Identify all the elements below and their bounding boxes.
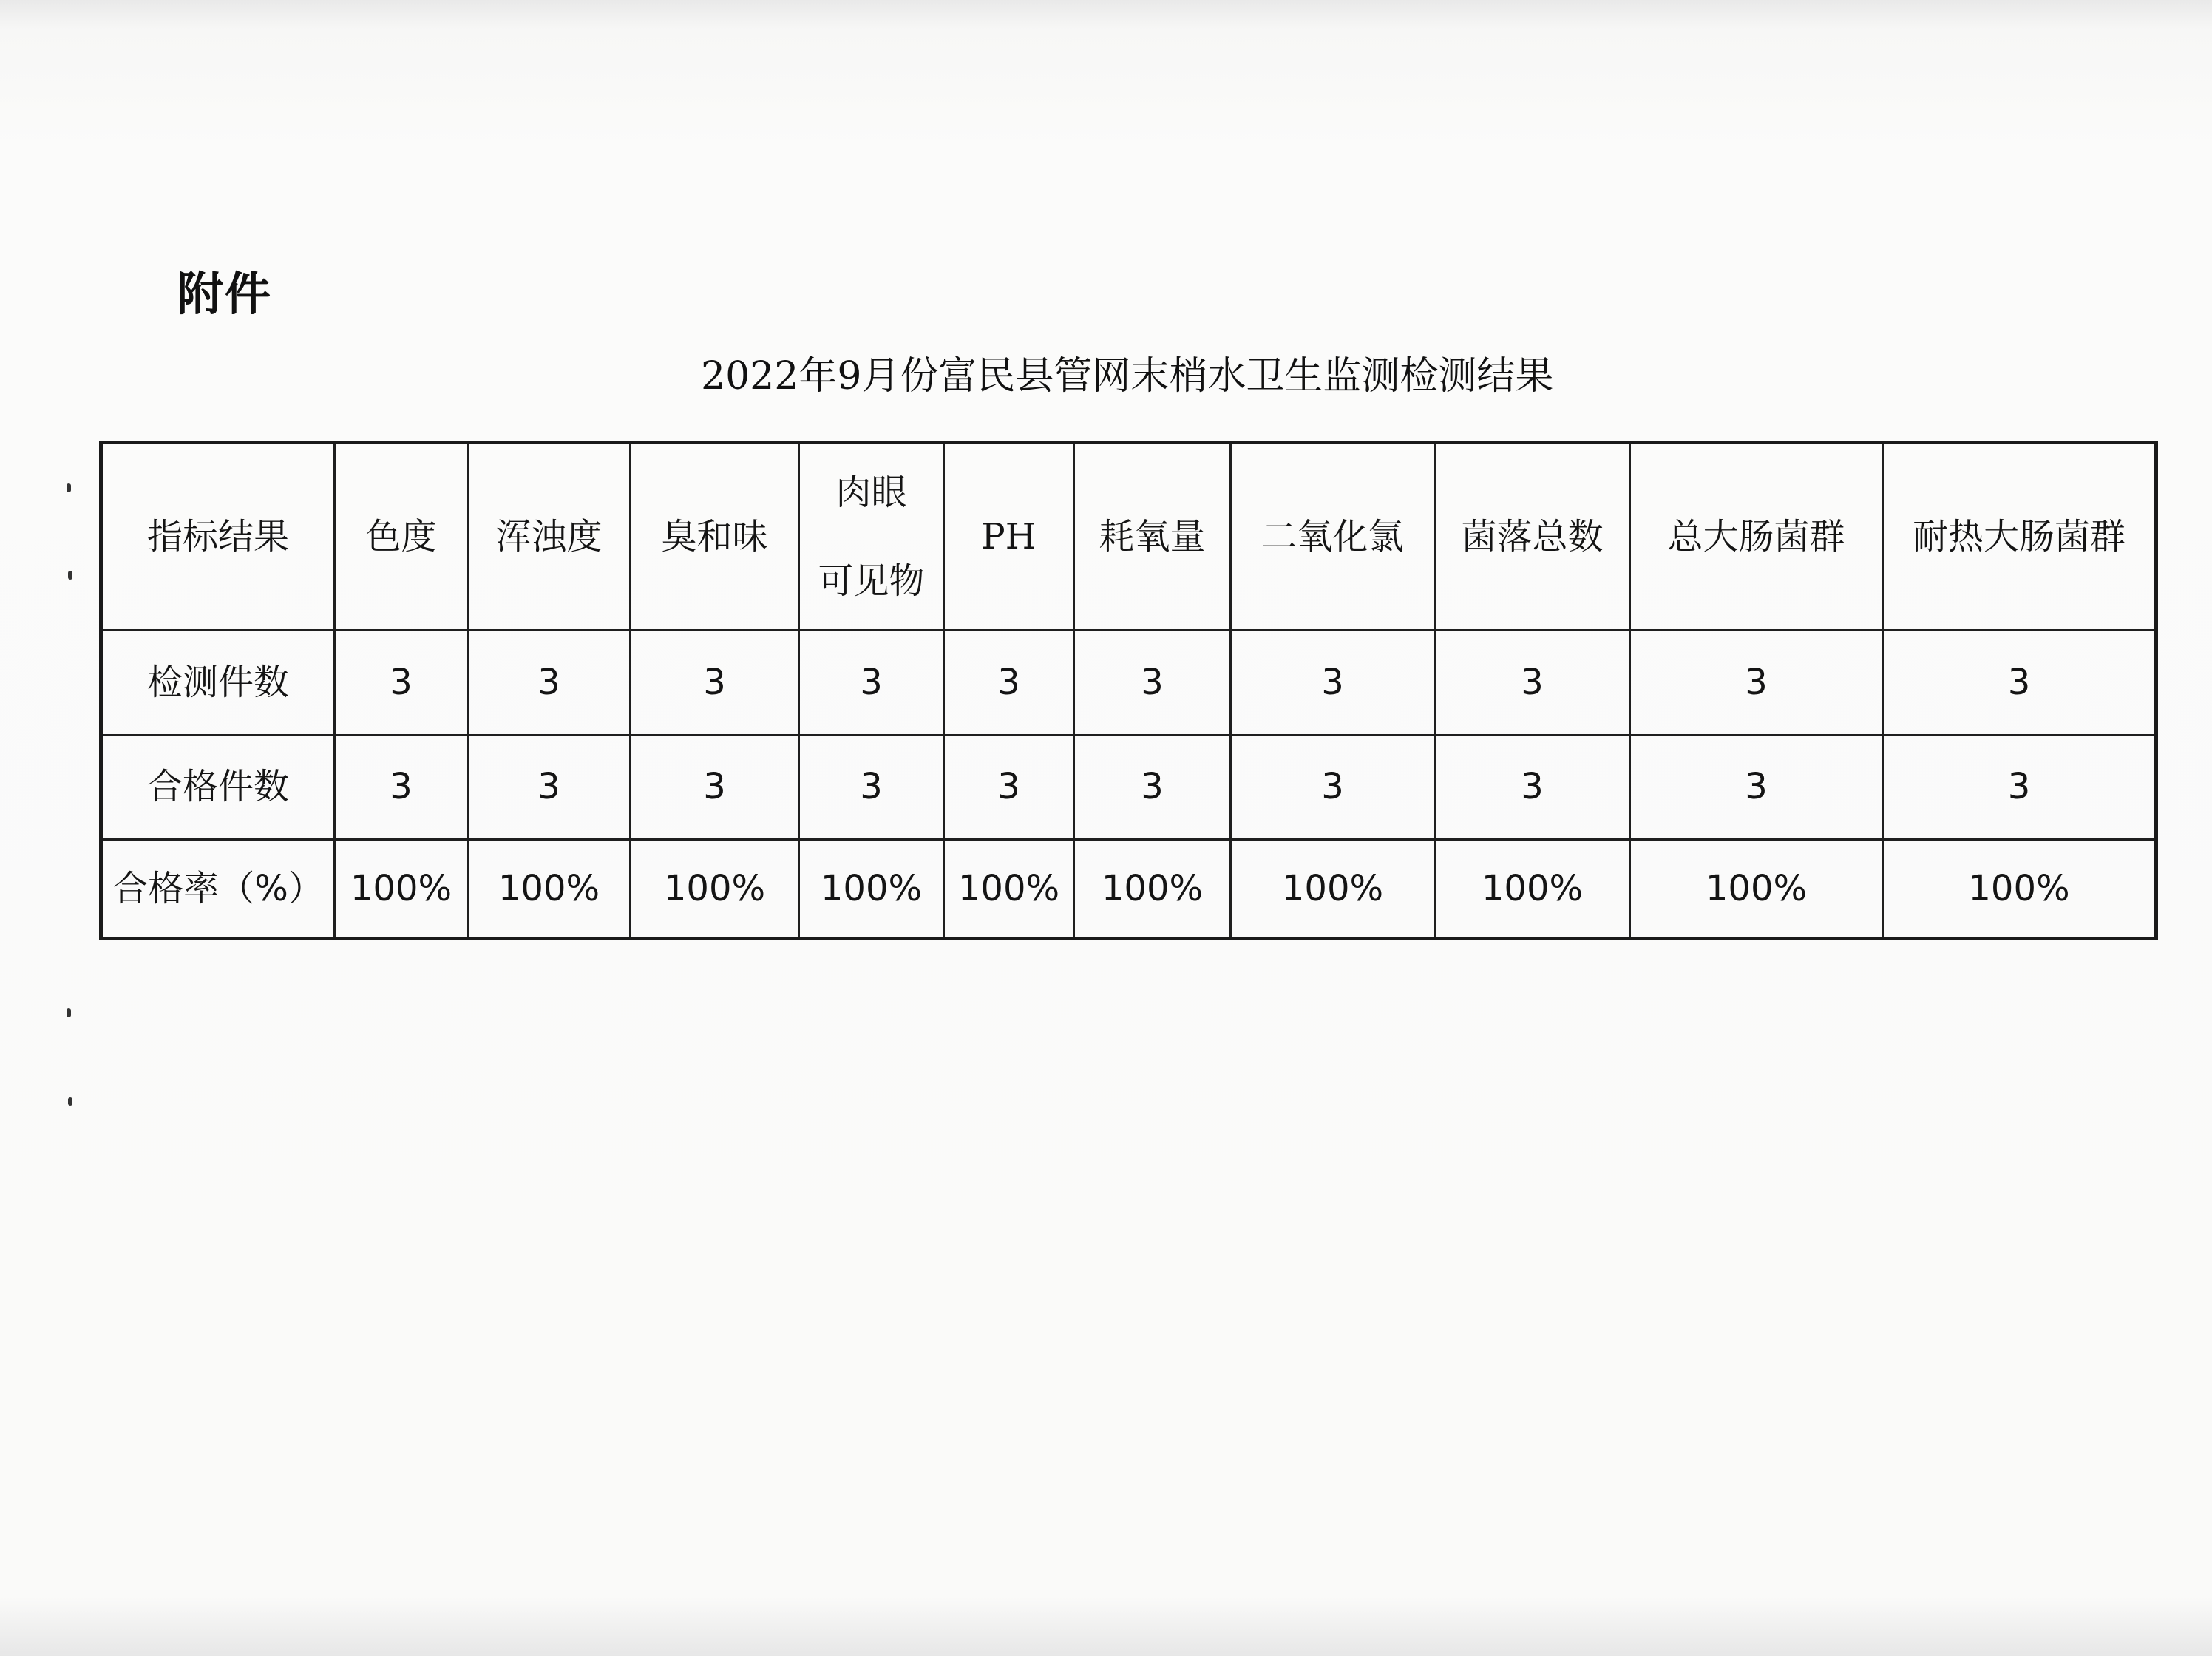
table-cell: 3 xyxy=(468,735,631,839)
table-cell: 3 xyxy=(1074,735,1231,839)
table-cell: 3 xyxy=(1435,735,1630,839)
table-cell: 100% xyxy=(799,839,944,938)
table-cell: 100% xyxy=(1630,839,1883,938)
table-cell: 3 xyxy=(468,631,631,735)
table-cell: 100% xyxy=(468,839,631,938)
table-row xyxy=(101,631,2157,735)
binding-hole-mark xyxy=(68,1097,72,1106)
table-cell: 3 xyxy=(944,735,1074,839)
row-header-cell: 指标结果 xyxy=(101,443,335,631)
table-cell: 100% xyxy=(631,839,799,938)
table-cell: 100% xyxy=(1231,839,1435,938)
table-header-row xyxy=(101,443,2157,631)
results-table xyxy=(99,441,2158,940)
attachment-label: 附件 xyxy=(177,267,273,321)
col-header-colony: 菌落总数 xyxy=(1435,443,1630,631)
table-cell: 3 xyxy=(1883,631,2157,735)
binding-hole-mark xyxy=(67,483,71,492)
table-cell: 100% xyxy=(944,839,1074,938)
table-cell: 100% xyxy=(1074,839,1231,938)
table-cell: 3 xyxy=(1630,735,1883,839)
table-cell: 3 xyxy=(944,631,1074,735)
col-header-visible-line2: 可见物 xyxy=(818,560,925,603)
table-cell: 3 xyxy=(335,735,468,839)
col-header-visible-matter xyxy=(799,443,944,631)
col-header-chlorine: 二氧化氯 xyxy=(1231,443,1435,631)
table-cell: 3 xyxy=(1435,631,1630,735)
table-cell: 3 xyxy=(799,735,944,839)
binding-hole-mark xyxy=(68,571,72,580)
row-label: 检测件数 xyxy=(101,631,335,735)
table-cell: 3 xyxy=(1074,631,1231,735)
row-label: 合格率（%） xyxy=(101,839,335,938)
row-label: 合格件数 xyxy=(101,735,335,839)
col-header-color: 色度 xyxy=(335,443,468,631)
table-cell: 3 xyxy=(799,631,944,735)
table-cell: 100% xyxy=(1883,839,2157,938)
table-cell: 3 xyxy=(1883,735,2157,839)
col-header-oxygen: 耗氧量 xyxy=(1074,443,1231,631)
col-header-visible-line1: 肉眼 xyxy=(835,472,907,514)
table-cell: 3 xyxy=(1231,735,1435,839)
col-header-thermo-coliform: 耐热大肠菌群 xyxy=(1883,443,2157,631)
col-header-coliform: 总大肠菌群 xyxy=(1630,443,1883,631)
col-header-ph: PH xyxy=(944,443,1074,631)
table-cell: 100% xyxy=(335,839,468,938)
document-title: 2022年9月份富民县管网末梢水卫生监测检测结果 xyxy=(701,354,1554,398)
table-cell: 3 xyxy=(631,735,799,839)
table-cell: 3 xyxy=(631,631,799,735)
table-row xyxy=(101,839,2157,938)
table-cell: 3 xyxy=(1630,631,1883,735)
table-row xyxy=(101,735,2157,839)
col-header-turbidity: 浑浊度 xyxy=(468,443,631,631)
table-cell: 3 xyxy=(1231,631,1435,735)
col-header-odor: 臭和味 xyxy=(631,443,799,631)
table-cell: 100% xyxy=(1435,839,1630,938)
table-cell: 3 xyxy=(335,631,468,735)
binding-hole-mark xyxy=(67,1008,71,1017)
